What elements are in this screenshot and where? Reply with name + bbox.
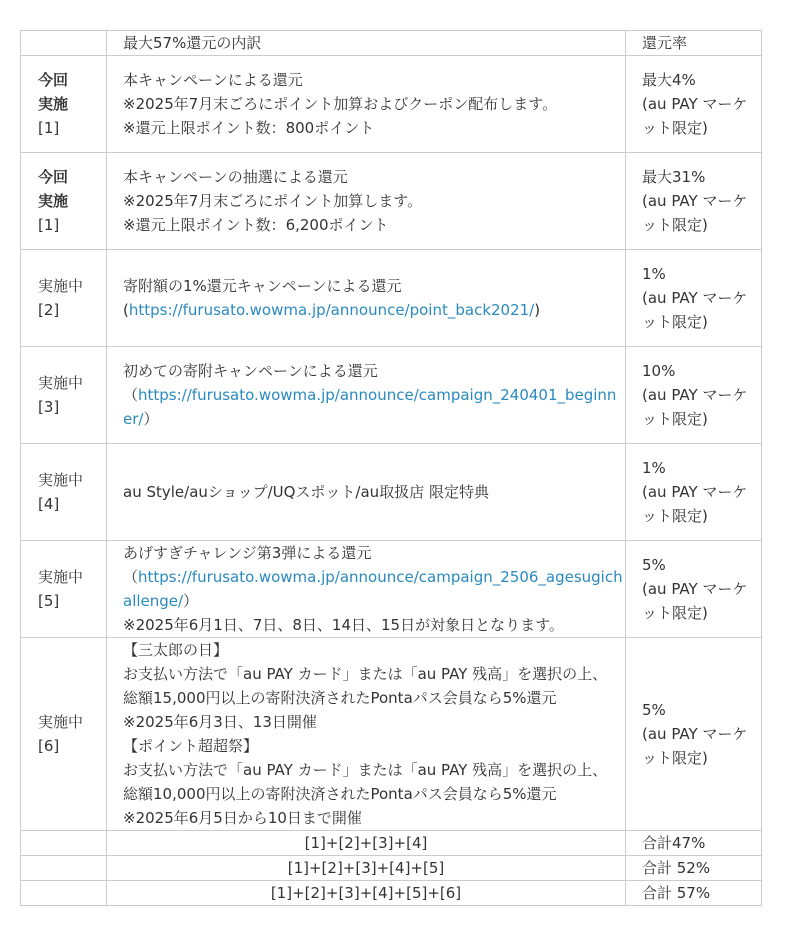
total-empty-cell: [21, 881, 107, 906]
row-label: 今回 実施 [1]: [21, 56, 107, 153]
total-formula: [1]+[2]+[3]+[4]+[5]+[6]: [107, 881, 626, 906]
row-label: 実施中 [4]: [21, 444, 107, 541]
row-description: 初めての寄附キャンペーンによる還元 （https://furusato.wowma.jp/announce/campaign_240401_beginner/）: [107, 347, 626, 444]
table-row: [21, 250, 762, 347]
campaign-link[interactable]: https://furusato.wowma.jp/announce/campaign_240401_beginner/: [123, 386, 617, 428]
row-rate: 5% (au PAY マーケット限定): [626, 638, 762, 831]
table-header-row: [21, 31, 762, 56]
row-label: 今回 実施 [1]: [21, 153, 107, 250]
row-rate: 1% (au PAY マーケット限定): [626, 444, 762, 541]
table-row: [21, 347, 762, 444]
breakdown-table: [20, 30, 762, 906]
total-value: 合計 52%: [626, 856, 762, 881]
total-empty-cell: [21, 831, 107, 856]
row-description: au Style/auショップ/UQスポット/au取扱店 限定特典: [107, 444, 626, 541]
row-label: 実施中 [2]: [21, 250, 107, 347]
row-description: 本キャンペーンによる還元 ※2025年7月末ごろにポイント加算およびクーポン配布します。 ※還元上限ポイント数：800ポイント: [107, 56, 626, 153]
header-rate: 還元率: [626, 31, 762, 56]
row-label: 実施中 [6]: [21, 638, 107, 831]
total-formula: [1]+[2]+[3]+[4]: [107, 831, 626, 856]
table-row: [21, 541, 762, 638]
total-value: 合計47%: [626, 831, 762, 856]
row-description: 本キャンペーンの抽選による還元 ※2025年7月末ごろにポイント加算します。 ※還元上限ポイント数：6,200ポイント: [107, 153, 626, 250]
row-label: 実施中 [3]: [21, 347, 107, 444]
table-row: [21, 56, 762, 153]
total-row: [21, 881, 762, 906]
total-row: [21, 831, 762, 856]
row-rate: 1% (au PAY マーケット限定): [626, 250, 762, 347]
total-value: 合計 57%: [626, 881, 762, 906]
row-rate: 10% (au PAY マーケット限定): [626, 347, 762, 444]
campaign-link[interactable]: https://furusato.wowma.jp/announce/campaign_2506_agesugichallenge/: [123, 568, 623, 610]
row-description: 【三太郎の日】 お支払い方法で「au PAY カード」または「au PAY 残高」を選択の上、 総額15,000円以上の寄附決済されたPontaパス会員なら5%還元 ※2025年6月3日、13日開催 【ポイント超超祭】 お支払い方法で「au PAY カード」または「au PAY 残高」を選択の上、 総額10,000円以上の寄附決済されたPontaパス会員なら5%還元 ※2025年6月5日から10日まで開催: [107, 638, 626, 831]
row-description: 寄附額の1%還元キャンペーンによる還元 (https://furusato.wowma.jp/announce/point_back2021/): [107, 250, 626, 347]
table-row: [21, 638, 762, 831]
row-rate: 最大4% (au PAY マーケット限定): [626, 56, 762, 153]
total-row: [21, 856, 762, 881]
total-formula: [1]+[2]+[3]+[4]+[5]: [107, 856, 626, 881]
row-rate: 最大31% (au PAY マーケット限定): [626, 153, 762, 250]
row-rate: 5% (au PAY マーケット限定): [626, 541, 762, 638]
campaign-link[interactable]: https://furusato.wowma.jp/announce/point_back2021/: [128, 301, 535, 319]
header-empty-cell: [21, 31, 107, 56]
row-description: あげすぎチャレンジ第3弾による還元 （https://furusato.wowma.jp/announce/campaign_2506_agesugichallenge/） ※2025年6月1日、7日、8日、14日、15日が対象日となります。: [107, 541, 626, 638]
table-row: [21, 153, 762, 250]
header-breakdown: 最大57%還元の内訳: [107, 31, 626, 56]
row-label: 実施中 [5]: [21, 541, 107, 638]
total-empty-cell: [21, 856, 107, 881]
table-row: [21, 444, 762, 541]
